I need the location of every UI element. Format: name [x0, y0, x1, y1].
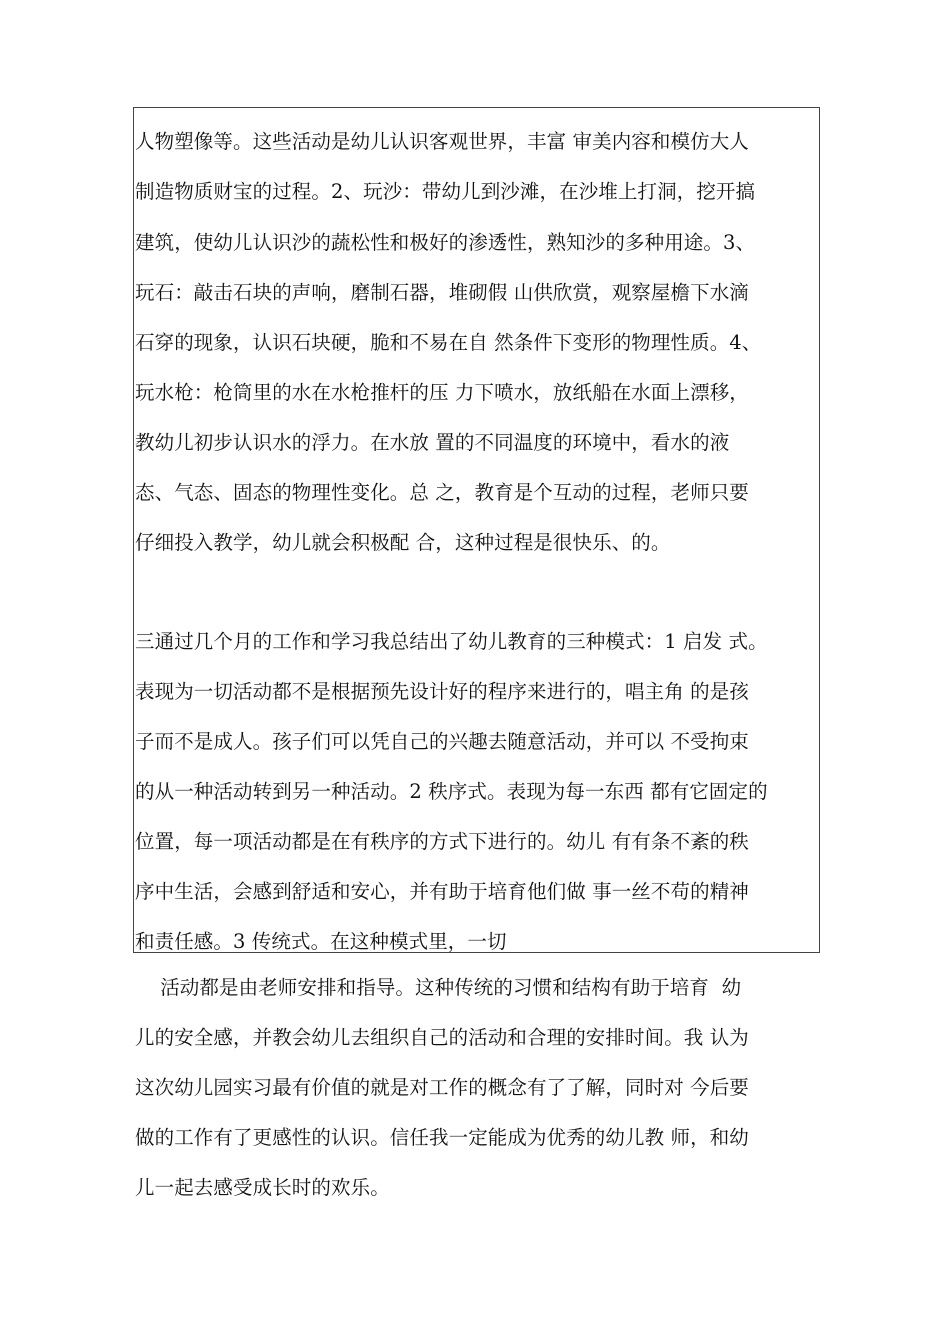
box-paragraph1-line: 玩水枪：枪筒里的水在水枪推杆的压 力下喷水，放纸船在水面上漂移，	[135, 381, 749, 404]
body-paragraph-line: 儿的安全感，并教会幼儿去组织自己的活动和合理的安排时间。我 认为	[135, 1026, 749, 1049]
box-paragraph2-line: 和责任感。3 传统式。在这种模式里，一切	[135, 930, 507, 953]
box-paragraph1-line: 教幼儿初步认识水的浮力。在水放 置的不同温度的环境中，看水的液	[135, 431, 730, 454]
body-paragraph-line: 做的工作有了更感性的认识。信任我一定能成为优秀的幼儿教 师，和幼	[135, 1126, 749, 1149]
box-paragraph1-line: 玩石：敲击石块的声响，磨制石器，堆砌假 山供欣赏，观察屋檐下水滴	[135, 281, 749, 304]
box-paragraph1-line: 建筑，使幼儿认识沙的蔬松性和极好的渗透性，熟知沙的多种用途。3、	[135, 231, 756, 254]
box-paragraph2-line: 序中生活，会感到舒适和安心，并有助于培育他们做 事一丝不苟的精神	[135, 880, 749, 903]
box-paragraph2-line: 的从一种活动转到另一种活动。2 秩序式。表现为每一东西 都有它固定的	[135, 780, 768, 803]
box-paragraph1-line: 制造物质财宝的过程。2、玩沙：带幼儿到沙滩，在沙堆上打洞，挖开搞	[135, 180, 756, 203]
box-paragraph2-line: 表现为一切活动都不是根据预先设计好的程序来进行的，唱主角 的是孩	[135, 680, 749, 703]
box-paragraph1-line: 石穿的现象，认识石块硬，脆和不易在自 然条件下变形的物理性质。4、	[135, 331, 762, 354]
body-paragraph-line: 这次幼儿园实习最有价值的就是对工作的概念有了了解，同时对 今后要	[135, 1076, 749, 1099]
box-paragraph2-line: 子而不是成人。孩子们可以凭自己的兴趣去随意活动，并可以 不受拘束	[135, 730, 749, 753]
box-paragraph2-line: 位置，每一项活动都是在有秩序的方式下进行的。幼儿 有有条不紊的秩	[135, 830, 749, 853]
box-paragraph1-line: 仔细投入教学，幼儿就会积极配 合，这种过程是很快乐、的。	[135, 531, 671, 554]
box-paragraph2-line: 三通过几个月的工作和学习我总结出了幼儿教育的三种模式：1 启发 式。	[135, 630, 768, 653]
body-paragraph-line: 活动都是由老师安排和指导。这种传统的习惯和结构有助于培育 幼	[135, 976, 742, 999]
box-paragraph1-line: 人物塑像等。这些活动是幼儿认识客观世界，丰富 审美内容和模仿大人	[135, 130, 749, 153]
box-paragraph1-line: 态、气态、固态的物理性变化。总 之，教育是个互动的过程，老师只要	[135, 481, 749, 504]
body-paragraph-line: 儿一起去感受成长时的欢乐。	[135, 1176, 390, 1199]
